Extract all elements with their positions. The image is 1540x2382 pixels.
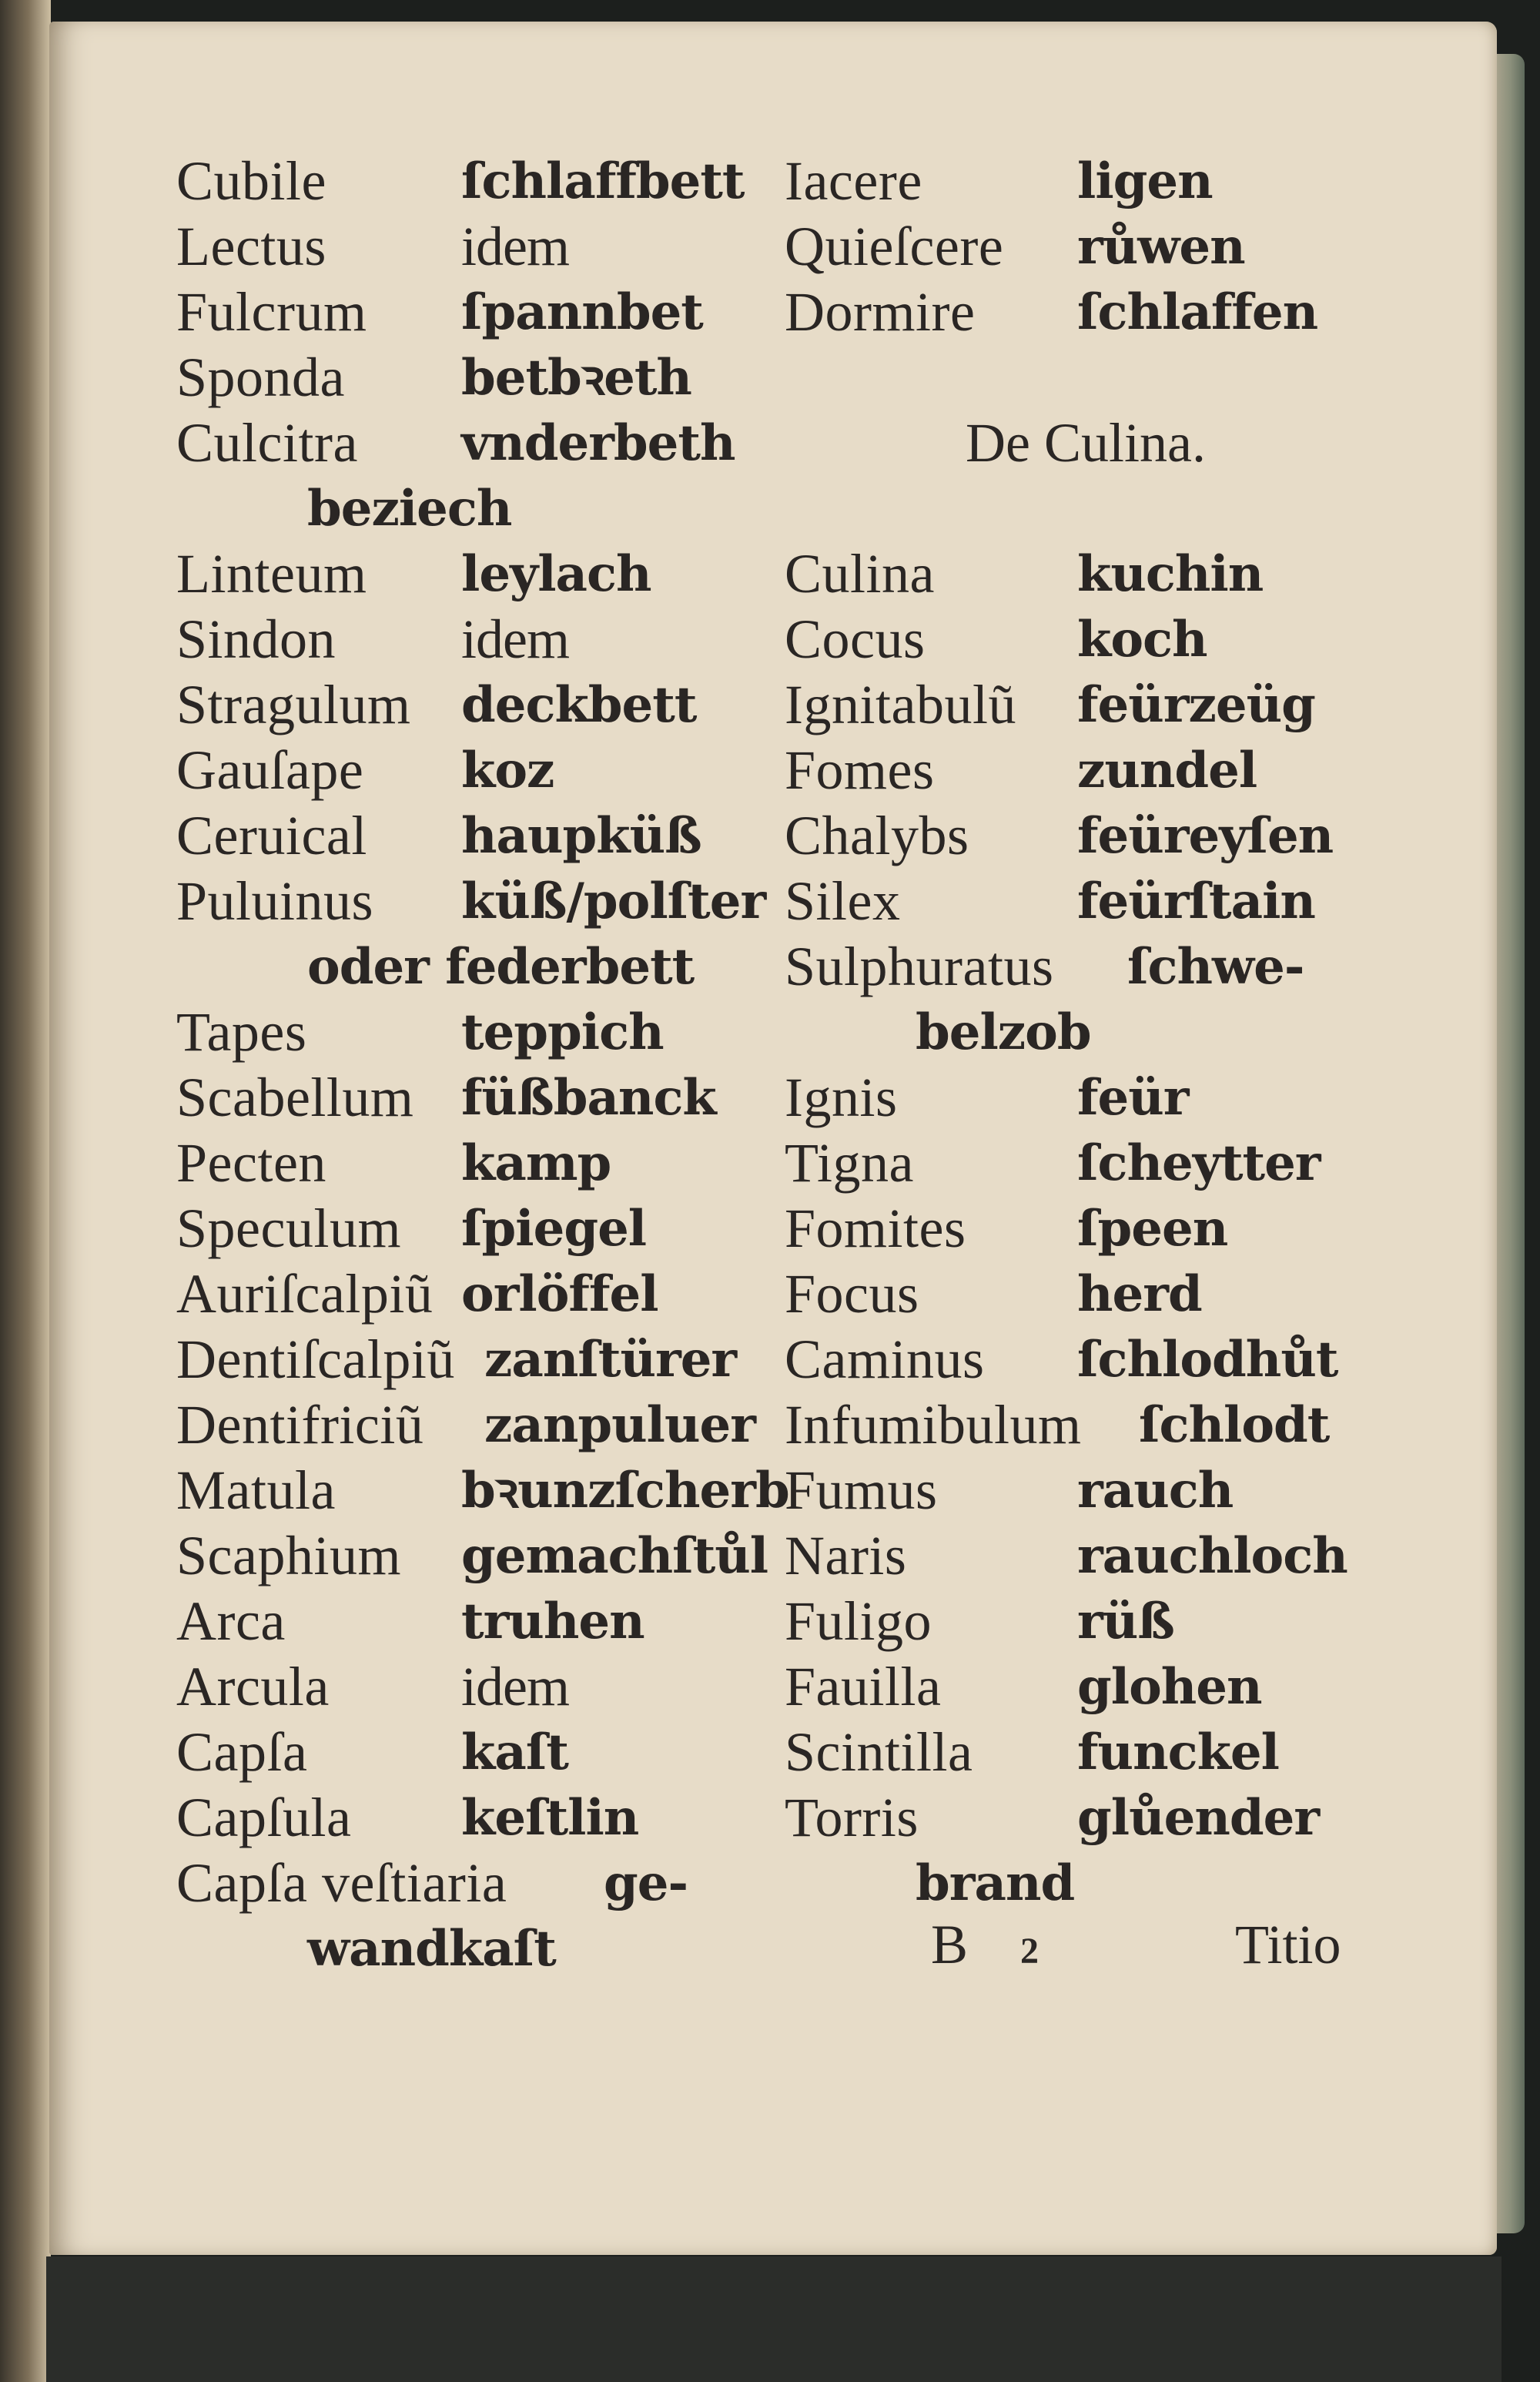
list-item: Scintilla funckel [785,1721,1279,1783]
list-item: Naris rauchloch [785,1525,1348,1586]
right-glossary-top [785,149,1416,345]
list-item: Fuligo rüß [785,1590,1174,1652]
list-item: Tigna ſcheytter [785,1132,1321,1194]
facing-page-edge [0,0,51,2382]
signature-letter: B [931,1914,969,1975]
list-item: wandkaſt [307,1920,556,1978]
list-item: Dentiſcalpiũ zanſtürer [176,1328,737,1390]
background-bottom [46,2256,1502,2382]
list-item: Cubile ſchlaffbett [176,150,745,212]
list-item: Fomes zundel [785,739,1257,801]
list-item: Caminus ſchlodhůt [785,1328,1338,1390]
list-item: Silex feürſtain [785,870,1315,932]
list-item: Dormire ſchlaffen [785,281,1318,343]
catchword: Titio [1235,1914,1341,1975]
list-item: belzob [916,1003,1091,1061]
list-item: Arcula idem [176,1656,569,1717]
list-item: Capſula keſtlin [176,1787,639,1848]
list-item: Chalybs feüreyſen [785,805,1334,866]
list-item: Pecten kamp [176,1132,611,1194]
list-item: Ignitabulũ feürzeüg [785,674,1315,735]
list-item: Ignis feür [785,1067,1189,1128]
list-item: Auriſcalpiũ orlöffel [176,1263,658,1325]
list-item: Stragulum deckbett [176,674,697,735]
list-item: Speculum ſpiegel [176,1198,647,1259]
list-item: Scabellum füßbanck [176,1067,716,1128]
list-item: Culina kuchin [785,543,1264,605]
list-item: Fulcrum ſpannbet [176,281,703,343]
list-item: Capſa kaſt [176,1721,568,1783]
list-item: Infumibulum ſchlodt [785,1394,1330,1456]
list-item: Quieſcere růwen [785,216,1245,277]
list-item: beziech [307,480,512,538]
list-item: Ceruical haupküß [176,805,701,866]
list-item: Iacere ligen [785,150,1213,212]
book-page [49,22,1497,2255]
list-item: Fomites ſpeen [785,1198,1228,1259]
list-item: Tapes teppich [176,1001,664,1063]
list-item: Gauſape koz [176,739,554,801]
list-item: Torris glůender [785,1787,1320,1848]
list-item: Fauilla glohen [785,1656,1262,1717]
list-item: Linteum leylach [176,543,651,605]
left-glossary-column [176,149,808,1982]
right-glossary-column [785,541,1416,1916]
list-item: oder federbett [307,938,695,996]
section-heading: De Culina. [966,412,1206,474]
list-item: Dentifriciũ zanpuluer [176,1394,755,1456]
signature-mark [931,1912,1039,1978]
list-item: Lectus idem [176,216,569,277]
list-item: Fumus rauch [785,1459,1234,1521]
list-item: Arca truhen [176,1590,644,1652]
list-item: Sulphuratus ſchwe- [785,936,1304,997]
list-item: Cocus koch [785,608,1207,670]
list-item: Puluinus küß/polſter [176,870,766,932]
list-item: Focus herd [785,1263,1202,1325]
list-item: Matula bꝛunzſcherb [176,1459,789,1521]
list-item: Capſa veſtiaria ge- [176,1852,688,1914]
list-item: Culcitra vnderbeth [176,412,735,474]
signature-number: 2 [1020,1931,1040,1972]
list-item: Scaphium gemachſtůl [176,1525,768,1586]
list-item: Sponda betbꝛeth [176,347,691,408]
list-item: brand [916,1854,1075,1912]
list-item: Sindon idem [176,608,569,670]
